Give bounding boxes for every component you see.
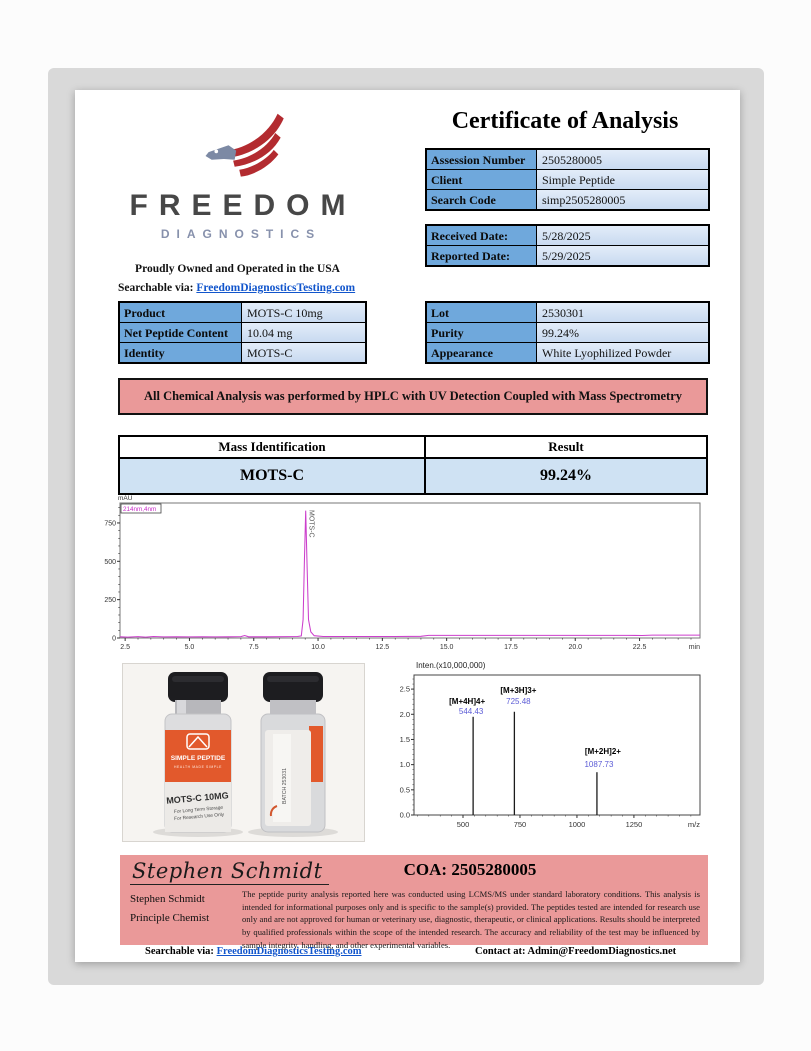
svg-text:2.0: 2.0 [399, 709, 410, 719]
chemist-role: Principle Chemist [130, 912, 210, 924]
table-row [427, 170, 708, 190]
row-value: 99.24% [537, 323, 708, 342]
row-label: Lot [427, 303, 537, 322]
footer-contact: Contact at: Admin@FreedomDiagnostics.net [475, 946, 677, 957]
row-value: 2505280005 [537, 150, 708, 169]
chemist-name: Stephen Schmidt [130, 893, 205, 905]
lot-table [425, 301, 710, 364]
table-row [427, 246, 708, 265]
row-label: Identity [120, 343, 242, 362]
row-value: 10.04 mg [242, 323, 365, 342]
svg-text:1250: 1250 [625, 820, 643, 829]
vial-research-note: For Research Use Only [173, 812, 225, 823]
table-row [427, 226, 708, 246]
vial-front [165, 672, 231, 832]
svg-text:0.0: 0.0 [399, 810, 410, 820]
svg-text:1000: 1000 [568, 820, 586, 829]
product-table [118, 301, 367, 364]
vial-product-name: MOTS-C 10MG [165, 790, 230, 806]
row-value: MOTS-C [242, 343, 365, 362]
row-value: 2530301 [537, 303, 708, 322]
table-row [427, 150, 708, 170]
row-label: Received Date: [427, 226, 537, 245]
result-cell: MOTS-C [120, 459, 426, 493]
table-row [427, 190, 708, 209]
dates-table [425, 224, 710, 267]
svg-text:544.43: 544.43 [458, 706, 484, 716]
row-label: Assession Number [427, 150, 537, 169]
vial-back [261, 672, 325, 832]
vial-brand-sub: HEALTH MADE SIMPLE [173, 765, 223, 769]
svg-text:5.0: 5.0 [184, 644, 195, 651]
row-value: Simple Peptide [537, 170, 708, 189]
brand-name: FREEDOM [129, 189, 357, 222]
svg-text:7.5: 7.5 [248, 644, 259, 651]
eagle-logo-icon [204, 110, 296, 182]
svg-text:[M+3H]3+: [M+3H]3+ [500, 685, 537, 695]
table-row [120, 343, 365, 362]
row-label: Appearance [427, 343, 537, 362]
row-label: Net Peptide Content [120, 323, 242, 342]
tagline: Proudly Owned and Operated in the USA [135, 263, 340, 275]
row-value: MOTS-C 10mg [242, 303, 365, 322]
svg-text:17.5: 17.5 [504, 644, 518, 651]
svg-text:22.5: 22.5 [632, 644, 647, 651]
page-title: Certificate of Analysis [451, 108, 679, 134]
hplc-chromatogram [104, 492, 706, 655]
svg-text:500: 500 [104, 558, 116, 566]
result-table [118, 435, 708, 495]
svg-text:MOTS-C: MOTS-C [307, 510, 315, 538]
coa-number: COA: 2505280005 [403, 860, 537, 879]
svg-text:20.0: 20.0 [568, 644, 583, 651]
accession-table [425, 148, 710, 211]
row-value: 5/28/2025 [537, 226, 708, 245]
vial-storage-note: For Long Term Storage [173, 805, 224, 816]
table-row [427, 323, 708, 343]
vial-brand: SIMPLE PEPTIDE [170, 755, 226, 762]
result-col-header: Mass Identification [120, 437, 426, 457]
svg-text:10.0: 10.0 [311, 644, 325, 651]
footer-searchable-link[interactable]: FreedomDiagnosticsTesting.com [216, 946, 362, 957]
svg-text:750: 750 [104, 520, 116, 528]
svg-text:250: 250 [104, 597, 116, 605]
svg-text:1087.73: 1087.73 [584, 760, 614, 770]
table-row [427, 303, 708, 323]
row-value: White Lyophilized Powder [537, 343, 708, 362]
product-vials-photo [122, 663, 365, 842]
analysis-banner [118, 378, 708, 415]
vials-illustration [123, 664, 364, 841]
signature-script: Stephen Schmidt [130, 859, 329, 885]
svg-text:12.5: 12.5 [375, 644, 390, 651]
row-value: 5/29/2025 [537, 246, 708, 265]
row-label: Purity [427, 323, 537, 342]
brand-subtitle: DIAGNOSTICS [160, 227, 322, 241]
svg-text:mAU: mAU [118, 495, 133, 502]
svg-text:1.5: 1.5 [399, 734, 410, 744]
result-table-header [120, 437, 706, 459]
svg-text:725.48: 725.48 [506, 696, 531, 706]
svg-text:Inten.(x10,000,000): Inten.(x10,000,000) [416, 661, 486, 670]
disclaimer-text: The peptide purity analysis reported here was conducted using LCMS/MS under standard laboratory conditions. This analysis is intended for informational purposes only and is specific to the sample(s) provided. The peptides tested are intended for research use only and are not approved for human or veterinary use, diagnostic, therapeutic, or clinical applications. Results should be interpreted by qualified professionals within the scope of the intended research. The accuracy and reliability of the test may be influenced by sample integrity, handling, and other experimental variables. [242, 889, 700, 950]
result-table-row [120, 459, 706, 493]
svg-text:750: 750 [513, 820, 527, 829]
result-cell: 99.24% [540, 467, 592, 484]
searchable-line [118, 282, 355, 294]
svg-text:m/z: m/z [687, 820, 700, 829]
signature-block [120, 855, 708, 950]
mass-spectrum [390, 658, 712, 848]
result-col-header: Result [548, 439, 584, 454]
row-label: Client [427, 170, 537, 189]
svg-text:[M+2H]2+: [M+2H]2+ [584, 747, 621, 757]
logo-block [95, 110, 380, 241]
svg-text:214nm,4nm: 214nm,4nm [123, 506, 157, 513]
row-value: simp2505280005 [537, 190, 708, 209]
svg-text:500: 500 [456, 820, 470, 829]
table-row [120, 303, 365, 323]
table-row [427, 343, 708, 362]
svg-text:[M+4H]4+: [M+4H]4+ [449, 696, 486, 706]
svg-text:min: min [688, 644, 700, 651]
searchable-label: Searchable via: [118, 282, 194, 294]
searchable-link[interactable]: FreedomDiagnosticsTesting.com [196, 282, 356, 294]
svg-text:1.0: 1.0 [399, 760, 410, 770]
svg-text:15.0: 15.0 [439, 644, 454, 651]
analysis-banner-text: All Chemical Analysis was performed by HPLC with UV Detection Coupled with Mass Spectrometry [143, 389, 683, 403]
row-label: Reported Date: [427, 246, 537, 265]
svg-text:0.5: 0.5 [399, 785, 410, 795]
row-label: Product [120, 303, 242, 322]
row-label: Search Code [427, 190, 537, 209]
svg-text:2.5: 2.5 [120, 644, 131, 651]
table-row [120, 323, 365, 343]
svg-text:2.5: 2.5 [399, 684, 410, 694]
footer-searchable-label: Searchable via: [145, 946, 214, 957]
footer-searchable [145, 946, 362, 957]
certificate-page [75, 90, 740, 962]
svg-text:0: 0 [112, 635, 116, 643]
vial-batch-number: BATCH 253031 [282, 768, 288, 804]
